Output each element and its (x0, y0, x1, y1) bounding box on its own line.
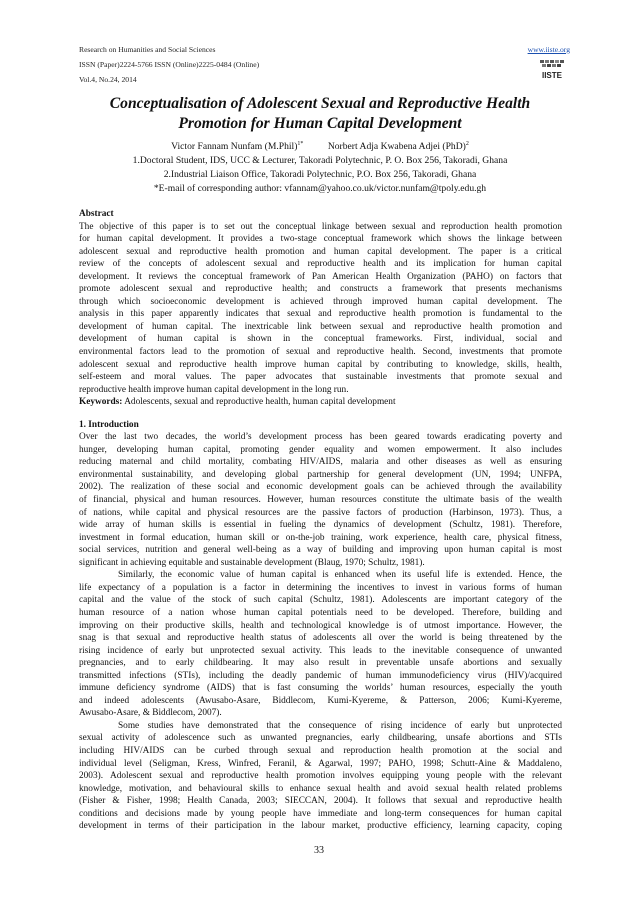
text-line: of financial, physical and human resources. However, human resources constitute the ultimate basis of the wealth (79, 495, 562, 506)
author-2-sup: 2 (465, 140, 469, 147)
text-line: development in terms of their participation in the labour market, productive efficiency, learning capacity, coping (79, 821, 562, 832)
text-line: pregnancies, and to early childbearing. It may also result in preventable unsafe abortions and sexually (79, 658, 562, 669)
text-line: review of the concepts of adolescent sexual and reproductive health and its implication for human capital (79, 259, 562, 270)
journal-name: Research on Humanities and Social Sciences (79, 45, 216, 54)
text-line: life expectancy of a population is a factor in determining the incentives to invest in various forms of human (79, 582, 562, 593)
text-line: development of human capital is shown in the conceptual frameworks. First, individual, social and (79, 334, 562, 345)
author-names (66, 140, 574, 154)
text-line: improving on their productive skills, health and technological knowledge is of utmost importance. However, the (79, 620, 562, 631)
text-line: promote adolescent sexual and reproductive health; and constructs a framework that presents mechanisms (79, 284, 562, 295)
body-text (79, 208, 562, 833)
intro-heading: 1. Introduction (79, 419, 139, 430)
journal-url-link[interactable]: www.iiste.org (527, 45, 570, 54)
abstract-body (79, 221, 562, 397)
text-line: conditions and decisions made by young people have immediate and long-term consequences for human capital (79, 808, 562, 819)
text-line: rising incidence of early but unprotected sexual activity. This leads to the inevitable consequence of unwanted (79, 645, 562, 656)
text-line: through which socioeconomic development is achieved through improved human capital development. The (79, 296, 562, 307)
text-line: The objective of this paper is to set out the conceptual linkage between sexual and reproduction health promotion (79, 221, 562, 232)
title-line-1: Conceptualisation of Adolescent Sexual and Reproductive Health (109, 95, 531, 112)
keywords-line (79, 396, 562, 409)
text-line: social services, nutrition and general well-being as a way of building and improving upon human capital is most (79, 545, 562, 556)
text-line: investment in formal education, human skill or on-the-job training, work experience, health care, physical fitness, (79, 532, 562, 543)
text-line: transmitted infections (STIs), including the deadly pandemic of human immunodeficiency virus (HIV)/acquired (79, 670, 562, 681)
text-line: and indeed adolescents (Awusabo-Asare, Biddlecom, Kumi-Kyereme, & Patterson, 2006; Kumi-Kyereme, (79, 695, 562, 706)
text-line: environmental sustainability, and developing global partnership for general development (UN, 1994; UNFPA, (79, 469, 562, 480)
journal-issn: ISSN (Paper)2224-5766 ISSN (Online)2225-0484 (Online) (79, 60, 260, 69)
text-line: including HIV/AIDS can be curbed through sexual and reproduction health promotion at the social and (79, 745, 562, 756)
text-line: (Fisher & Fisher, 1998; Health Canada, 2003; SIECCAN, 2004). It follows that sexual and reproductive health (79, 796, 562, 807)
author-1-sup: 1* (297, 140, 304, 147)
text-line: individual level (Seligman, Kress, Winfred, Feranil, & Agarwal, 1997; PAHO, 1998; Schutt-Aine & Maddaleno, (79, 758, 562, 769)
text-line: development of human capital. The inextricable link between sexual and reproductive health promotion and (79, 321, 562, 332)
paper-title (66, 94, 574, 134)
text-line: snag is that sexual and reproductive health status of adolescents all over the world is being threatened by the (79, 633, 562, 644)
affiliation-2: 2.Industrial Liaison Office, Takoradi Polytechnic, P.O. Box 256, Takoradi, Ghana (163, 169, 477, 180)
text-line: capital and the value of the stock of such capital (Schultz, 1981). Adolescents are important category of the (79, 595, 562, 606)
journal-header (79, 42, 379, 87)
text-line: environmental factors lead to the promotion of sexual and reproductive health. Second, investments that promote (79, 347, 562, 358)
text-line: development. It reviews the conceptual framework of Pan American Health Organization (PAHO) on factors that (79, 271, 562, 282)
text-line: Over the last two decades, the world’s development process has been geared towards eradicating poverty and (79, 432, 562, 443)
text-line: sexual activity of adolescence such as unwanted pregnancies, early childbearing, unsafe abortions and STIs (79, 733, 562, 744)
text-line: 2002). The realization of these social and economic development goals can be achieved through the availability (79, 482, 562, 493)
iiste-logo (537, 58, 567, 82)
logo-text: IISTE (541, 71, 563, 80)
text-line: self-esteem and moral values. The paper advocates that sustainable investments that promote sexual and (79, 372, 562, 383)
text-line: reducing maternal and child mortality, combating HIV/AIDS, malaria and other diseases as well as ensuring (79, 457, 562, 468)
text-line: for human capital development. It provides a two-stage conceptual framework which shows the linkage between (79, 234, 562, 245)
author-2: Norbert Adja Kwabena Adjei (PhD) (327, 141, 466, 152)
text-line: knowledge, motivation, and behavioural skills to enhance sexual health and avoid sexual health related problems (79, 783, 562, 794)
author-block (66, 140, 574, 196)
page-number: 33 (314, 845, 324, 856)
text-line: significant in achieving equitable and sustainable development (Blaug, 1970; Schultz, 1981). (79, 557, 425, 568)
text-line: immune deficiency syndrome (AIDS) that is fast consuming the worlds’ human resources, especially the youth (79, 683, 562, 694)
keywords-text: Adolescents, sexual and reproductive health, human capital development (122, 397, 396, 408)
author-1: Victor Fannam Nunfam (M.Phil) (171, 141, 298, 152)
intro-paragraph-2 (79, 569, 562, 720)
text-line: adolescent sexual and reproductive health promotion and human capital development. The paper is a critical (79, 246, 562, 257)
text-line: of nations, while capital and physical resources are the passive factors of production (Harbinson, 1973). Thus, a (79, 507, 562, 518)
text-line: adolescent sexual and reproductive health improve human capital by contributing to knowledge, skills, health, (79, 359, 562, 370)
intro-paragraph-1 (79, 431, 562, 569)
corresponding-email: *E-mail of corresponding author: vfannam@yahoo.co.uk/victor.nunfam@tpoly.edu.gh (153, 183, 487, 194)
text-line: reproductive health improve human capital development in the long run. (79, 384, 349, 395)
affiliation-1: 1.Doctoral Student, IDS, UCC & Lecturer, Takoradi Polytechnic, P. O. Box 256, Takoradi, Ghana (132, 155, 508, 166)
keywords-label: Keywords: (79, 397, 123, 408)
text-line: analysis in this paper apparently indicates that sexual and reproductive health promotion is fundamental to the (79, 309, 562, 320)
text-line: human resource of a nation whose human capital potentials need to be developed. Therefore, building and (79, 607, 562, 618)
text-line: 2003). Adolescent sexual and reproductive health promotion involves equipping young people with the relevant (79, 771, 562, 782)
text-line: wide array of human skills is essential in fueling the dynamics of development (Schultz, 1981). Therefore, (79, 520, 562, 531)
text-line: Similarly, the economic value of human capital is enhanced when its useful life is extended. Hence, the (118, 570, 562, 581)
title-line-2: Promotion for Human Capital Development (178, 115, 462, 132)
abstract-heading: Abstract (79, 209, 114, 219)
intro-paragraph-3 (79, 720, 562, 833)
text-line: hunger, developing human capital, promoting gender equality and women empowerment. It also includes (79, 444, 562, 455)
text-line: Awusabo-Asare, & Biddlecom, 2007). (79, 708, 222, 719)
text-line: Some studies have demonstrated that the consequence of rising incidence of early but unprotected (118, 720, 562, 731)
journal-volume: Vol.4, No.24, 2014 (79, 75, 137, 84)
